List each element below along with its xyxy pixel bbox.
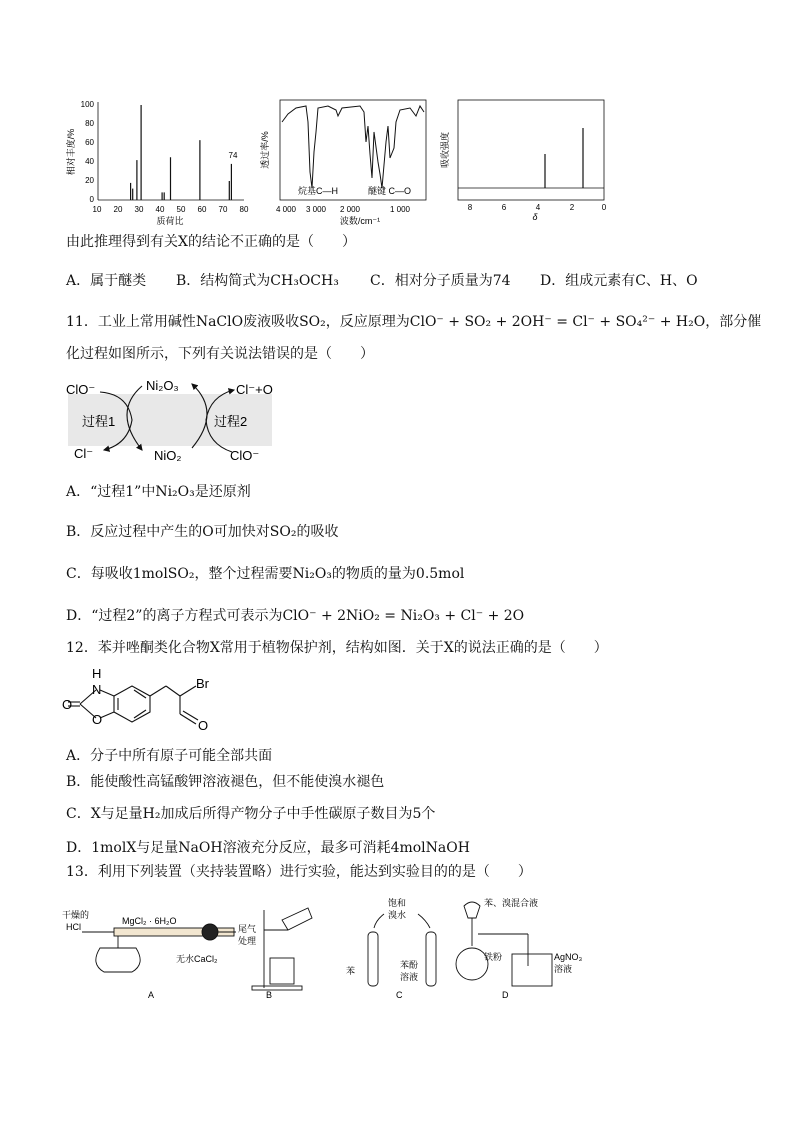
ir-xlabel: 波数/cm⁻¹: [339, 216, 381, 226]
nmr-spectrum: [439, 100, 607, 222]
struct-h: H: [92, 666, 102, 681]
c-solution: 溶液: [400, 972, 419, 982]
a-tail2: 处理: [238, 936, 257, 946]
d-iron-powder: 铁粉: [484, 952, 503, 962]
ir-ylabel: 透过率/%: [260, 131, 270, 169]
q11-option-b: B．反应过程中产生的O可加快对SO₂的吸收: [66, 524, 339, 540]
q10-option-b: B．结构简式为CH₃OCH₃: [176, 273, 339, 289]
a-hcl: HCl: [66, 922, 81, 932]
c-label: C: [396, 990, 403, 1000]
d-agno3: AgNO₃: [554, 952, 583, 962]
clo-bottom-right: ClO⁻: [230, 448, 260, 463]
a-label: A: [148, 990, 155, 1000]
structure-x: [62, 660, 282, 740]
ms-ytick: 0: [89, 195, 94, 204]
ms-xtick: 10: [92, 205, 102, 214]
struct-o-ring: O: [92, 712, 103, 727]
ms-xtick: 60: [197, 205, 207, 214]
ms-xtick: 30: [134, 205, 144, 214]
c-bromine-water: 溴水: [388, 910, 407, 920]
q11-stem-line2: 化过程如图所示，下列有关说法错误的是（ ）: [66, 346, 374, 362]
struct-o-aldehyde: O: [198, 718, 209, 733]
ms-ytick: 40: [85, 157, 94, 166]
process1-label: 过程1: [82, 414, 116, 429]
ir-annotation-ch: 烷基C—H: [298, 186, 338, 196]
struct-o-carbonyl: O: [62, 697, 73, 712]
q11-option-d: D．“过程2”的离子方程式可表示为ClO⁻ + 2NiO₂ = Ni₂O₃ + Cl⁻ + 2O: [66, 608, 525, 624]
ir-xtick: 1 000: [389, 205, 411, 214]
ms-ytick: 80: [85, 119, 94, 128]
c-benzene: 苯: [346, 966, 356, 976]
nmr-ylabel: 吸收强度: [440, 131, 450, 169]
ms-xtick: 20: [113, 205, 123, 214]
q10-option-c: C．相对分子质量为74: [370, 273, 511, 289]
a-mgcl2: MgCl₂ · 6H₂O: [122, 916, 177, 926]
q12-option-c: C．X与足量H₂加成后所得产物分子中手性碳原子数目为5个: [66, 806, 436, 822]
b-label: B: [266, 990, 273, 1000]
d-mix: 苯、溴混合液: [484, 898, 539, 908]
ir-annotation-co: 醚键 C—O: [368, 186, 412, 196]
c-phenol: 苯酚: [400, 960, 419, 970]
struct-br: Br: [196, 676, 209, 691]
q11-option-a: A．“过程1”中Ni₂O₃是还原剂: [66, 484, 251, 500]
a-cacl2: 无水CaCl₂: [176, 954, 218, 964]
ms-ytick: 60: [85, 138, 94, 147]
q11-option-c: C．每吸收1molSO₂，整个过程需要Ni₂O₃的物质的量为0.5mol: [66, 566, 465, 582]
ms-xtick: 40: [155, 205, 165, 214]
nmr-xtick: 0: [601, 203, 607, 212]
d-label: D: [502, 990, 509, 1000]
ir-xtick: 3 000: [305, 205, 327, 214]
q12-stem: 12．苯并唑酮类化合物X常用于植物保护剂，结构如图．关于X的说法正确的是（ ）: [66, 640, 608, 656]
ms-ytick: 100: [80, 100, 94, 109]
nmr-xtick: 4: [535, 203, 541, 212]
ir-xtick: 4 000: [275, 205, 297, 214]
ms-ylabel: 相对丰度/%: [66, 128, 76, 176]
q10-option-d: D．组成元素有C、H、O: [540, 273, 698, 289]
catalysis-cycle-diagram: [62, 372, 282, 468]
cl-plus-o: Cl⁻+O: [236, 382, 273, 397]
a-dry: 干燥的: [62, 910, 90, 920]
nmr-xtick: 8: [467, 203, 473, 212]
nmr-xtick: 2: [569, 203, 575, 212]
ir-xtick: 2 000: [339, 205, 361, 214]
spectra-figure: [60, 92, 620, 232]
ms-xlabel: 质荷比: [156, 216, 184, 226]
ms-ytick: 20: [85, 176, 94, 185]
ni2o3-label: Ni₂O₃: [146, 378, 179, 393]
ms-peak-label: 74: [228, 151, 238, 160]
clo-top-left: ClO⁻: [66, 382, 96, 397]
ms-xtick: 70: [218, 205, 228, 214]
d-solution: 溶液: [554, 964, 573, 974]
ms-xtick: 80: [239, 205, 249, 214]
apparatus-figure: [60, 888, 600, 1000]
ms-xtick: 50: [176, 205, 186, 214]
cl-bottom-left: Cl⁻: [74, 446, 94, 461]
a-tail1: 尾气: [238, 924, 257, 934]
process2-label: 过程2: [214, 414, 248, 429]
ir-spectrum: [259, 100, 426, 226]
struct-n: N: [92, 682, 102, 697]
nmr-xtick: 6: [501, 203, 507, 212]
q10-stem: 由此推理得到有关X的结论不正确的是（ ）: [66, 234, 356, 250]
nio2-label: NiO₂: [154, 448, 182, 463]
mass-spectrum: [65, 100, 249, 226]
nmr-xlabel: δ: [532, 212, 538, 222]
q13-stem: 13．利用下列装置（夹持装置略）进行实验，能达到实验目的的是（ ）: [66, 864, 532, 880]
q12-option-b: B．能使酸性高锰酸钾溶液褪色，但不能使溴水褪色: [66, 774, 385, 790]
q12-option-a: A．分子中所有原子可能全部共面: [66, 748, 273, 764]
c-saturated: 饱和: [388, 898, 407, 908]
q11-stem-line1: 11．工业上常用碱性NaClO废液吸收SO₂，反应原理为ClO⁻ + SO₂ + 2OH⁻ = Cl⁻ + SO₄²⁻ + H₂O，部分催: [66, 314, 762, 330]
q10-option-a: A．属于醚类: [66, 273, 147, 289]
q12-option-d: D．1molX与足量NaOH溶液充分反应，最多可消耗4molNaOH: [66, 840, 470, 856]
